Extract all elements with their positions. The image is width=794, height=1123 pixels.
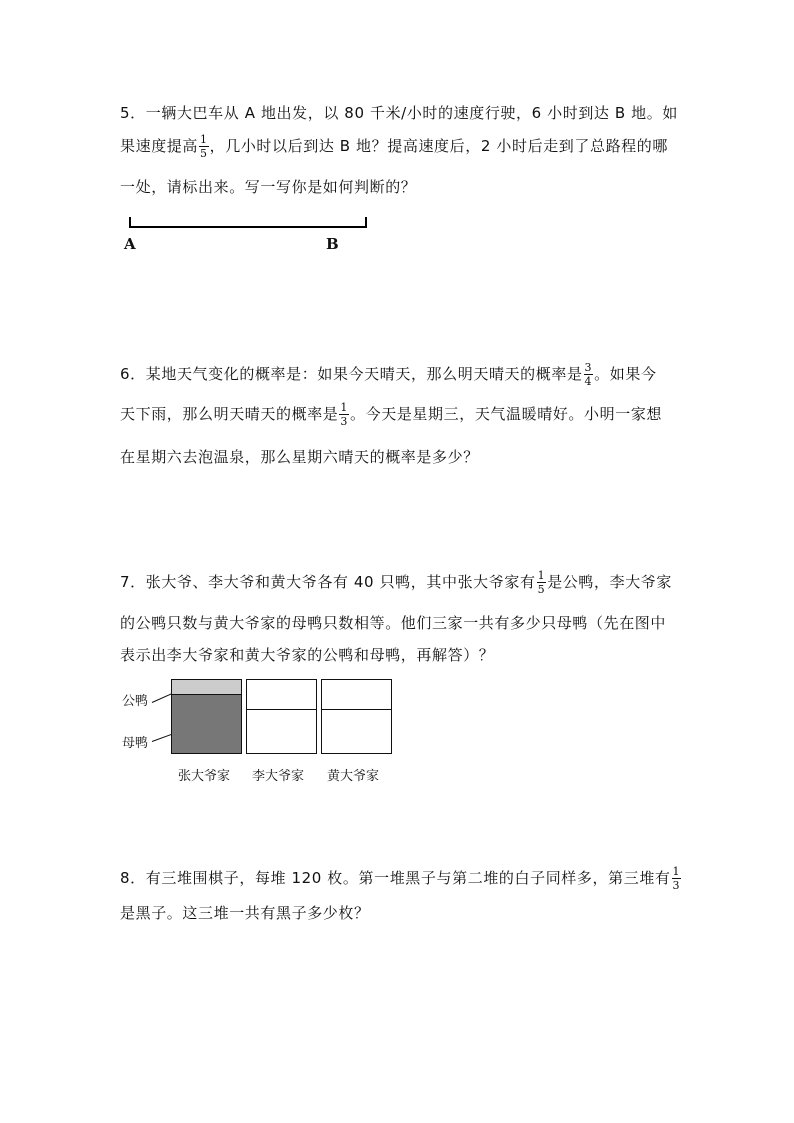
huang-divider <box>322 709 391 710</box>
segment-tick-b <box>365 217 367 228</box>
zhang-female-part <box>172 695 241 753</box>
q8-fraction: $\frac{1}{3}$ <box>672 865 681 892</box>
house-label-huang: 黄大爷家 <box>327 769 380 784</box>
q6-fraction-2: $\frac{1}{3}$ <box>340 401 349 428</box>
q5-line-3: 一处，请标出来。写一写你是如何判断的？ <box>120 178 417 196</box>
house-label-li: 李大爷家 <box>252 769 305 784</box>
li-divider <box>247 709 316 710</box>
q7-line-1: 7．张大爷、李大爷和黄大爷各有 40 只鸭，其中张大爷家有 $\frac{1}{5}$ 是公鸭，李大爷家 <box>120 569 672 596</box>
q7-line-3: 表示出李大爷家和黄大爷家的公鸭和母鸭，再解答）？ <box>120 646 495 664</box>
q6-line-3: 在星期六去泡温泉，那么星期六晴天的概率是多少？ <box>120 448 479 466</box>
house-label-zhang: 张大爷家 <box>178 769 231 784</box>
zhang-box <box>171 679 242 754</box>
point-a-label: A <box>124 235 136 253</box>
q6-fraction-1: $\frac{3}{4}$ <box>584 361 593 388</box>
q5-line-1: 5．一辆大巴车从 A 地出发，以 80 千米/小时的速度行驶，6 小时到达 B 地。如 <box>120 104 678 122</box>
segment-line <box>130 226 367 228</box>
q5-fraction: $\frac{1}{5}$ <box>200 133 208 160</box>
q5-line-2: 果速度提高 $\frac{1}{5}$ ，几小时以后到达 B 地？提高速度后，2 小时后走到了总路程的哪 <box>120 133 668 160</box>
zhang-male-part <box>172 680 241 695</box>
q7-line-2: 的公鸭只数与黄大爷家的母鸭只数相等。他们三家一共有多少只母鸭（先在图中 <box>120 614 667 632</box>
huang-box[interactable] <box>321 679 392 754</box>
q6-line-2: 天下雨，那么明天晴天的概率是 $\frac{1}{3}$ 。今天是星期三，天气温暖晴好。小明一家想 <box>120 401 663 428</box>
q6-line-1: 6．某地天气变化的概率是：如果今天晴天，那么明天晴天的概率是 $\frac{3}{4}$ 。如果今 <box>120 361 657 388</box>
segment-tick-a <box>129 217 131 228</box>
li-box[interactable] <box>246 679 317 754</box>
q8-line-1: 8．有三堆围棋子，每堆 120 枚。第一堆黑子与第二堆的白子同样多，第三堆有 $\frac{1}{3}$ <box>120 865 681 892</box>
male-duck-label: 公鸭 <box>122 694 149 709</box>
q7-fraction: $\frac{1}{5}$ <box>537 569 546 596</box>
point-b-label: B <box>326 235 339 253</box>
female-duck-label: 母鸭 <box>122 736 149 751</box>
q8-line-2: 是黑子。这三堆一共有黑子多少枚？ <box>120 904 370 922</box>
